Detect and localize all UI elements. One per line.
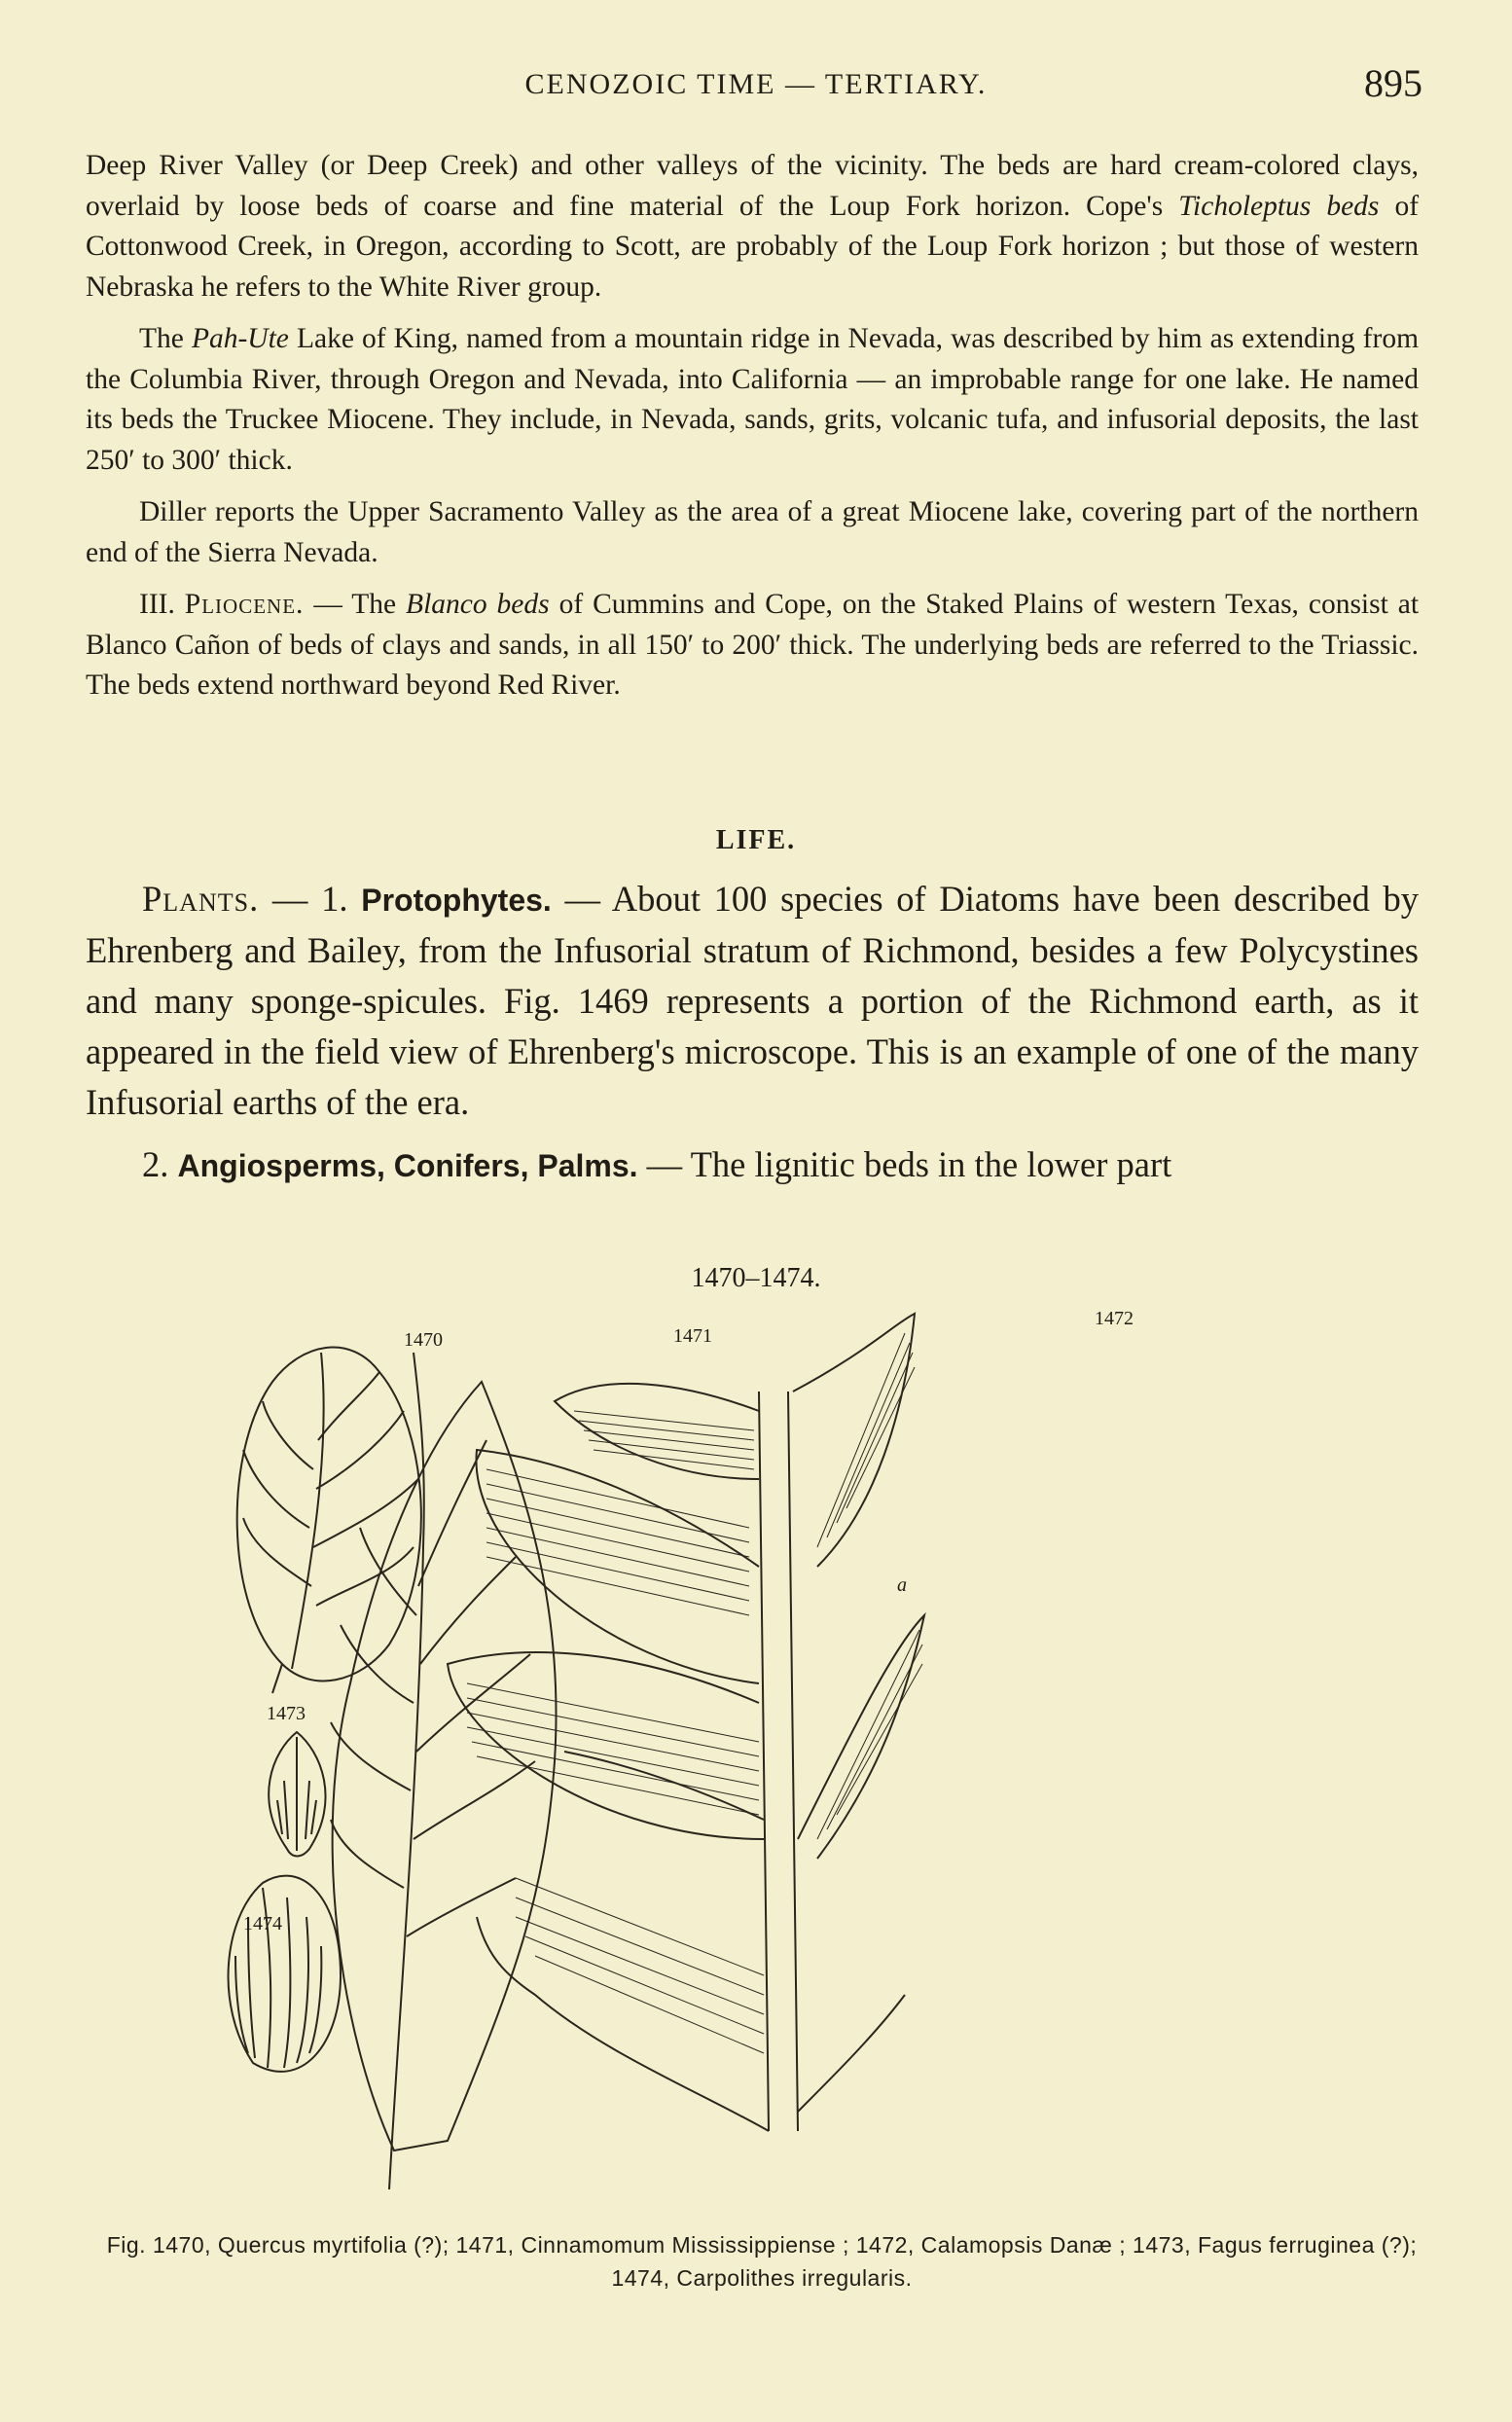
- paragraph-text: The: [139, 323, 184, 354]
- page-number: 895: [1364, 61, 1422, 105]
- label-1472: 1472: [1095, 1308, 1134, 1329]
- italic-term: Pah-Ute: [191, 323, 289, 354]
- fossil-illustration: [195, 1294, 1362, 2219]
- bold-term: Angiosperms, Conifers, Palms.: [177, 1148, 638, 1183]
- running-head: [0, 60, 1512, 109]
- paragraph-text: Deep River Valley (or Deep Creek) and other valleys of the vicinity. The beds are hard cream-colored clays, overlaid by loose beds of coarse and fine material of the Loup Fork horizon. Cope's: [86, 150, 1419, 222]
- carpolithes-drawing: [229, 1876, 341, 2072]
- running-title: CENOZOIC TIME — TERTIARY.: [524, 68, 988, 100]
- paragraph-text: — The lignitic beds in the lower part: [646, 1144, 1172, 1184]
- oak-leaf-drawing: [237, 1348, 421, 1693]
- paragraph-text: of Cottonwood Creek, in Oregon, according to Scott, are probably of the Loup Fork horizon ; but those of western Nebraska he refers to the White River group.: [86, 190, 1420, 303]
- body-text-upper: [86, 146, 1419, 718]
- cinnamon-leaf-drawing: [331, 1353, 557, 2189]
- label-1473: 1473: [267, 1703, 306, 1724]
- paragraph-text: 2.: [142, 1144, 169, 1184]
- beech-nut-drawing: [269, 1732, 325, 1857]
- section-heading: LIFE.: [715, 825, 797, 855]
- paragraph-protophytes: [86, 874, 1419, 1128]
- paragraph-text: Lake of King, named from a mountain ridge in Nevada, was described by him as extending from the Columbia River, through Oregon and Nevada, into California — an improbable range for one lake. He named its beds the Truckee Miocene. They include, in Nevada, sands, grits, volcanic tufa, and infusorial deposits, the last 250′ to 300′ thick.: [86, 323, 1420, 476]
- small-caps-heading: Plants.: [142, 879, 260, 919]
- paragraph-angiosperms: [86, 1139, 1419, 1191]
- paragraph-pliocene: [86, 585, 1419, 706]
- bold-term: Protophytes.: [361, 883, 552, 918]
- label-1474: 1474: [243, 1913, 282, 1934]
- palm-frond-drawing: [448, 1314, 924, 2131]
- label-a: a: [897, 1574, 907, 1596]
- section-numeral: III.: [139, 589, 175, 620]
- paragraph-text: — 1.: [271, 879, 348, 919]
- paragraph-text: — About 100 species of Diatoms have been described by Ehrenberg and Bailey, from the Infusorial stratum of Richmond, besides a few Polycystines and many sponge-spicules. Fig. 1469 represents a portion of the Richmond earth, as it appeared in the field view of Ehrenberg's microscope. This is an example of one of the many Infusorial earths of the era.: [86, 879, 1420, 1122]
- paragraph-pah-ute: [86, 319, 1419, 481]
- small-caps-heading: Pliocene.: [184, 589, 305, 620]
- body-text-life: [86, 874, 1419, 1203]
- figure-caption: Fig. 1470, Quercus myrtifolia (?); 1471, Cinnamomum Mississippiense ; 1472, Calamopsis Danæ ; 1473, Fagus ferruginea (?); 1474, Carpolithes irregularis.: [106, 2232, 1418, 2291]
- plant-fossil-figure: [195, 1294, 1362, 2219]
- figure-number: 1470–1474.: [691, 1263, 821, 1293]
- label-1470: 1470: [404, 1329, 443, 1351]
- paragraph-diller: Diller reports the Upper Sacramento Valley as the area of a great Miocene lake, covering part of the northern end of the Sierra Nevada.: [86, 496, 1419, 568]
- paragraph-text: — The: [313, 589, 397, 620]
- paragraph-text: of Cummins and Cope, on the Staked Plains of western Texas, consist at Blanco Cañon of beds of clays and sands, in all 150′ to 200′ thick. The underlying beds are referred to the Triassic. The beds extend northward beyond Red River.: [86, 589, 1420, 701]
- paragraph-deep-river: [86, 146, 1419, 307]
- italic-term: Ticholeptus beds: [1178, 190, 1380, 222]
- label-1471: 1471: [673, 1325, 712, 1347]
- italic-term: Blanco beds: [406, 589, 550, 620]
